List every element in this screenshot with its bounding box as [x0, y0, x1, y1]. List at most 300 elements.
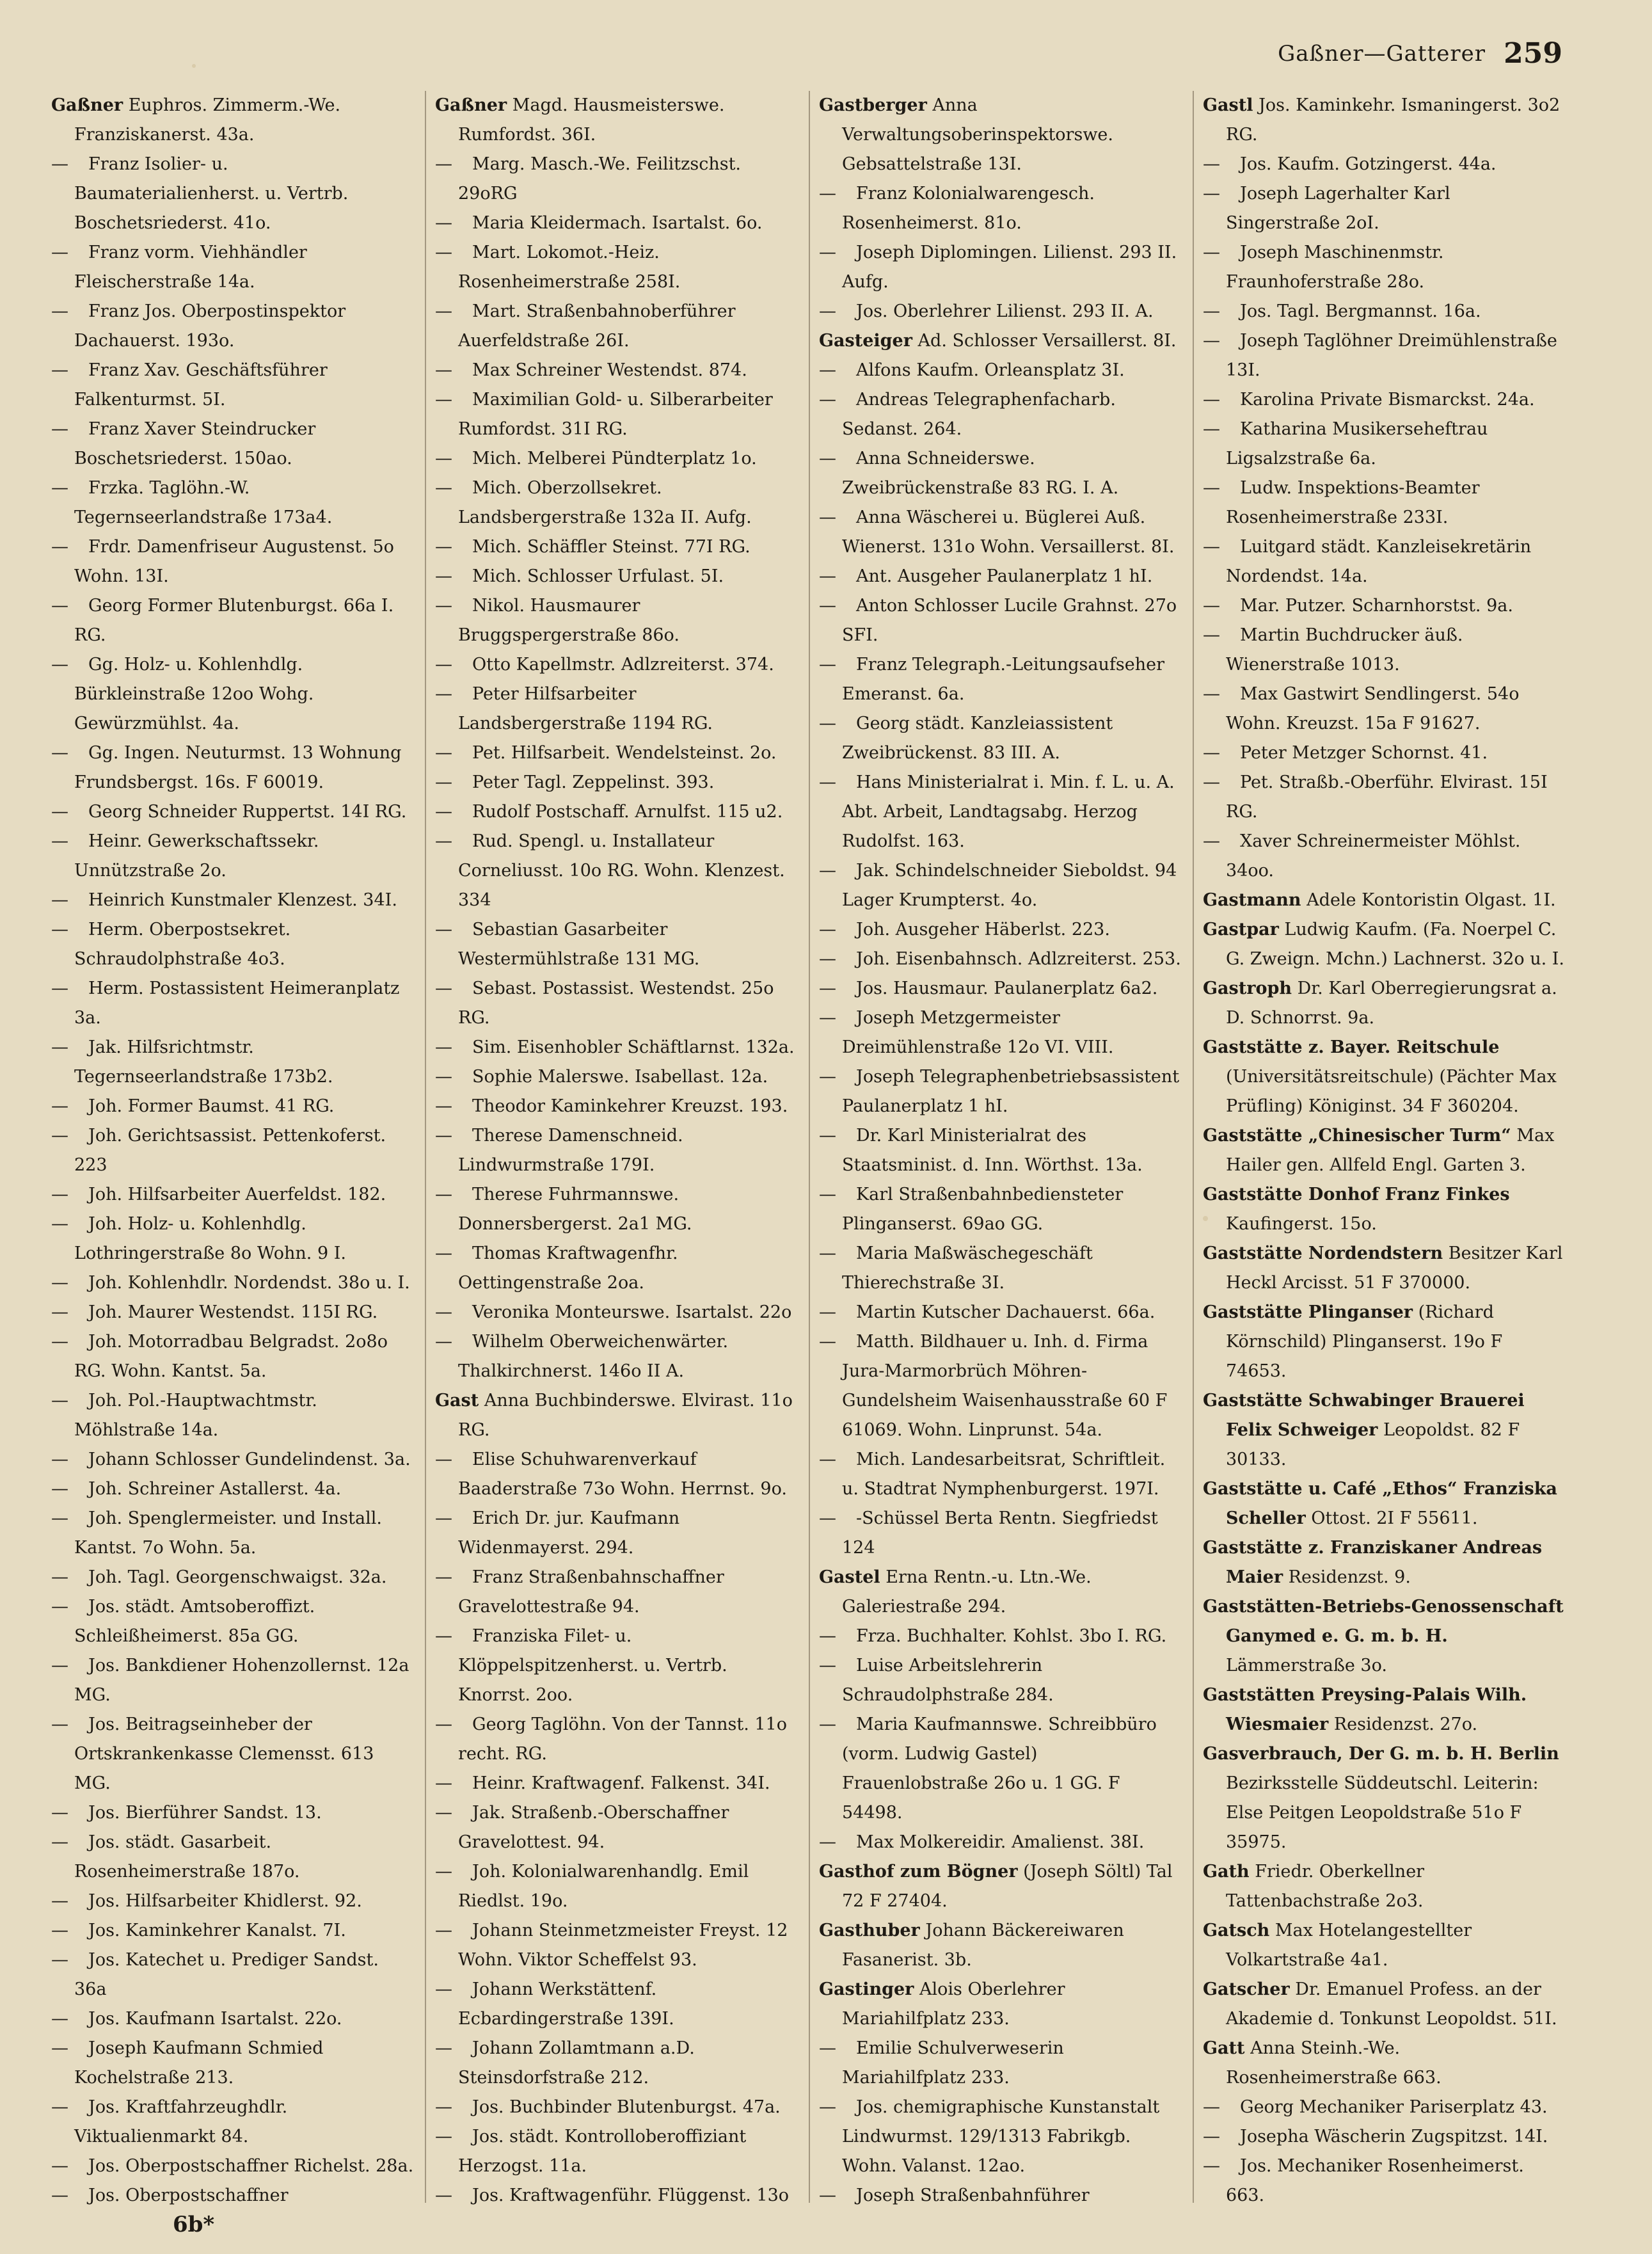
entry-surname: Gaststätte „Chinesischer Turm“: [1203, 1126, 1511, 1146]
directory-entry: [1203, 532, 1566, 591]
entry-text: Johann Bäckereiwaren Fasanerist. 3b.: [842, 1921, 1124, 1970]
ditto-dash: —: [819, 390, 836, 410]
directory-entry: [435, 915, 798, 974]
entry-text: Sim. Eisenhobler Schäftlarnst. 132a.: [472, 1037, 795, 1057]
entry-surname: Gastmann: [1203, 890, 1301, 910]
directory-entry: [51, 974, 415, 1033]
printer-signature: 6b*: [173, 2212, 215, 2237]
ditto-dash: —: [1203, 419, 1220, 439]
entry-surname: Gaßner: [435, 95, 507, 115]
ditto-dash: —: [51, 1214, 68, 1234]
directory-entry: [51, 1946, 415, 2004]
entry-text: Max Hotelangestellter Volkartstraße 4a1.: [1226, 1921, 1472, 1970]
ditto-dash: —: [819, 596, 836, 616]
directory-entry: [435, 650, 798, 680]
ditto-dash: —: [51, 2186, 68, 2205]
ditto-dash: —: [1203, 478, 1220, 498]
entry-text: Jak. Straßenb.-Oberschaffner Gravelottest. 94.: [458, 1803, 729, 1852]
ditto-dash: —: [819, 184, 836, 204]
entry-text: Joseph Taglöhner Dreimühlenstraße 13I.: [1226, 331, 1557, 380]
directory-entry: [51, 91, 415, 150]
directory-entry: [819, 385, 1182, 444]
entry-text: Magd. Hausmeisterswe. Rumfordst. 36I.: [458, 95, 725, 145]
ditto-dash: —: [819, 772, 836, 792]
entry-text: (Joseph Söltl) Tal 72 F 27404.: [842, 1862, 1173, 1911]
ditto-dash: —: [819, 1243, 836, 1263]
entry-text: Jos. Hilfsarbeiter Khidlerst. 92.: [88, 1891, 362, 1911]
entry-text: Friedr. Oberkellner Tattenbachstraße 2o3.: [1226, 1862, 1425, 1911]
entry-text: Karolina Private Bismarckst. 24a.: [1240, 390, 1535, 410]
directory-entry: [51, 1798, 415, 1828]
ditto-dash: —: [435, 979, 452, 998]
entry-text: Ant. Ausgeher Paulanerplatz 1 hI.: [856, 566, 1153, 586]
directory-entry: [51, 1268, 415, 1298]
entry-text: Anna Buchbinderswe. Elvirast. 11o RG.: [458, 1391, 793, 1440]
entry-text: Maria Kleidermach. Isartalst. 6o.: [472, 213, 763, 233]
directory-entry: [51, 297, 415, 356]
ditto-dash: —: [435, 1921, 452, 1940]
entry-text: Heinr. Gewerkschaftssekr. Unnützstraße 2o.: [74, 831, 319, 881]
directory-entry: [51, 532, 415, 591]
ditto-dash: —: [819, 655, 836, 675]
directory-entry: [435, 532, 798, 562]
entry-text: Heinr. Kraftwagenf. Falkenst. 34I.: [472, 1773, 770, 1793]
ditto-dash: —: [819, 1450, 836, 1469]
directory-entry: [819, 91, 1182, 179]
ditto-dash: —: [819, 301, 836, 321]
entry-text: Franziska Filet- u. Klöppelspitzenherst. u. Vertrb. Knorrst. 2oo.: [458, 1626, 727, 1705]
directory-entry: [435, 1857, 798, 1916]
entry-text: Jos. Katechet u. Prediger Sandst. 36a: [74, 1950, 379, 1999]
directory-entry: [1203, 1475, 1566, 1533]
entry-text: Jos. Kaminkehrer Kanalst. 7I.: [88, 1921, 346, 1940]
ditto-dash: —: [51, 1185, 68, 1204]
directory-entry: [435, 1239, 798, 1298]
entry-text: Ottost. 2I F 55611.: [1311, 1508, 1478, 1528]
ditto-dash: —: [435, 243, 452, 262]
directory-entry: [819, 1003, 1182, 1062]
ditto-dash: —: [819, 1126, 836, 1146]
entry-text: Maria Kaufmannswe. Schreibbüro (vorm. Ludwig Gastel) Frauenlobstraße 26o u. 1 GG. F 54498.: [842, 1714, 1157, 1823]
directory-entry: [435, 1386, 798, 1445]
ditto-dash: —: [435, 1773, 452, 1793]
directory-columns: [51, 91, 1580, 2209]
directory-entry: [1203, 385, 1566, 415]
directory-entry: [51, 1386, 415, 1445]
ditto-dash: —: [819, 1656, 836, 1675]
entry-text: Euphros. Zimmerm.-We. Franziskanerst. 43a.: [74, 95, 341, 145]
entry-text: Mich. Landesarbeitsrat, Schriftleit. u. Stadtrat Nymphenburgerst. 197I.: [842, 1450, 1166, 1499]
entry-surname: Gastberger: [819, 95, 927, 115]
directory-entry: [435, 797, 798, 827]
directory-entry: [435, 1710, 798, 1769]
directory-entry: [435, 768, 798, 797]
entry-surname: Gastpar: [1203, 920, 1279, 939]
entry-text: Mich. Schäffler Steinst. 77I RG.: [472, 537, 751, 557]
entry-text: Joh. Spenglermeister. und Install. Kantst. 7o Wohn. 5a.: [74, 1508, 382, 1558]
entry-text: Sebastian Gasarbeiter Westermühlstraße 131 MG.: [458, 920, 700, 969]
directory-entry: [435, 1916, 798, 1975]
directory-entry: [51, 1504, 415, 1563]
directory-entry: [1203, 974, 1566, 1033]
entry-text: Josepha Wäscherin Zugspitzst. 14I.: [1240, 2127, 1548, 2146]
ditto-dash: —: [819, 1185, 836, 1204]
entry-text: Gg. Ingen. Neuturmst. 13 Wohnung Frundsbergst. 16s. F 60019.: [74, 743, 402, 792]
page-header: [0, 37, 1652, 76]
ditto-dash: —: [435, 566, 452, 586]
directory-entry: [819, 1327, 1182, 1445]
directory-entry: [819, 915, 1182, 945]
ditto-dash: —: [435, 802, 452, 822]
directory-entry: [819, 562, 1182, 591]
ditto-dash: —: [1203, 331, 1220, 351]
directory-entry: [1203, 768, 1566, 827]
entry-text: Residenzst. 9.: [1288, 1567, 1411, 1587]
ditto-dash: —: [435, 1450, 452, 1469]
ditto-dash: —: [51, 1332, 68, 1352]
ditto-dash: —: [51, 1391, 68, 1411]
ditto-dash: —: [51, 979, 68, 998]
directory-entry: [819, 444, 1182, 503]
ditto-dash: —: [51, 1803, 68, 1823]
directory-entry: [819, 1563, 1182, 1622]
directory-entry: [1203, 2152, 1566, 2209]
directory-entry: [435, 1062, 798, 1092]
entry-text: Anna Verwaltungsoberinspektorswe. Gebsattelstraße 13I.: [842, 95, 1113, 174]
entry-text: Joh. Pol.-Hauptwachtmstr. Möhlstraße 14a.: [74, 1391, 317, 1440]
directory-entry: [435, 356, 798, 385]
entry-text: Karl Straßenbahnbediensteter Plinganserst. 69ao GG.: [842, 1185, 1124, 1234]
directory-entry: [51, 1651, 415, 1710]
entry-text: Maximilian Gold- u. Silberarbeiter Rumfordst. 31I RG.: [458, 390, 773, 439]
entry-text: Max Schreiner Westendst. 874.: [472, 360, 747, 380]
directory-entry: [51, 1592, 415, 1651]
directory-entry: [435, 209, 798, 238]
column-3: [819, 91, 1182, 2209]
ditto-dash: —: [819, 2097, 836, 2117]
directory-entry: [1203, 886, 1566, 915]
ditto-dash: —: [819, 566, 836, 586]
directory-entry: [1203, 91, 1566, 150]
directory-entry: [1203, 621, 1566, 680]
entry-surname: Gaststätte Nordendstern: [1203, 1243, 1443, 1263]
ditto-dash: —: [819, 1067, 836, 1087]
entry-text: Johann Werkstättenf. Ecbardingerstraße 139I.: [458, 1979, 674, 2029]
entry-text: Pet. Straßb.-Oberführ. Elvirast. 15I RG.: [1226, 772, 1548, 822]
entry-surname: Gaststätte Schwabinger Brauerei Felix Schweiger: [1203, 1391, 1525, 1440]
directory-entry: [819, 1062, 1182, 1121]
directory-entry: [1203, 680, 1566, 739]
ditto-dash: —: [51, 1656, 68, 1675]
ditto-dash: —: [51, 1714, 68, 1734]
ditto-dash: —: [819, 2186, 836, 2205]
entry-text: Georg Schneider Ruppertst. 14I RG.: [88, 802, 407, 822]
directory-entry: [1203, 2093, 1566, 2122]
ditto-dash: —: [1203, 301, 1220, 321]
directory-entry: [51, 886, 415, 915]
entry-text: Therese Damenschneid. Lindwurmstraße 179I.: [458, 1126, 683, 1175]
ditto-dash: —: [819, 861, 836, 881]
directory-entry: [819, 1239, 1182, 1298]
ditto-dash: —: [819, 949, 836, 969]
ditto-dash: —: [1203, 537, 1220, 557]
ditto-dash: —: [51, 831, 68, 851]
entry-surname: Gasthof zum Bögner: [819, 1862, 1018, 1882]
directory-entry: [1203, 1180, 1566, 1239]
entry-text: Therese Fuhrmannswe. Donnersbergerst. 2a1 MG.: [458, 1185, 692, 1234]
ditto-dash: —: [51, 154, 68, 174]
ditto-dash: —: [435, 1508, 452, 1528]
entry-text: Joh. Kohlenhdlr. Nordendst. 38o u. I.: [88, 1273, 410, 1293]
entry-text: Jos. Oberpostschaffner Richelst. 28a.: [88, 2156, 414, 2176]
entry-text: Matth. Bildhauer u. Inh. d. Firma Jura-Marmorbrüch Möhren-Gundelsheim Waisenhausstraße 60 F 61069. Wohn. Linprunst. 54a.: [842, 1332, 1168, 1440]
ditto-dash: —: [819, 1332, 836, 1352]
directory-entry: [819, 503, 1182, 562]
directory-entry: [51, 1092, 415, 1121]
directory-entry: [819, 1828, 1182, 1857]
entry-text: Jos. Bankdiener Hohenzollernst. 12a MG.: [74, 1656, 409, 1705]
directory-entry: [819, 1622, 1182, 1651]
directory-entry: [435, 1180, 798, 1239]
directory-entry: [51, 915, 415, 974]
entry-text: Joseph Maschinenmstr. Fraunhoferstraße 28o.: [1226, 243, 1444, 292]
directory-entry: [435, 474, 798, 532]
ditto-dash: —: [435, 1714, 452, 1734]
ditto-dash: —: [435, 2097, 452, 2117]
entry-surname: Gath: [1203, 1862, 1250, 1882]
directory-entry: [819, 1298, 1182, 1327]
ditto-dash: —: [435, 537, 452, 557]
directory-entry: [435, 739, 798, 768]
directory-entry: [1203, 1857, 1566, 1916]
ditto-dash: —: [819, 1008, 836, 1028]
entry-text: Jak. Hilfsrichtmstr. Tegernseerlandstraße 173b2.: [74, 1037, 333, 1087]
directory-entry: [51, 1210, 415, 1268]
entry-text: Max Molkereidir. Amalienst. 38I.: [856, 1832, 1145, 1852]
directory-entry: [1203, 2034, 1566, 2093]
directory-entry: [1203, 415, 1566, 474]
entry-text: Mar. Putzer. Scharnhorstst. 9a.: [1240, 596, 1513, 616]
entry-text: Joseph Telegraphenbetriebsassistent Paulanerplatz 1 hI.: [842, 1067, 1180, 1116]
ditto-dash: —: [51, 1126, 68, 1146]
directory-entry: [1203, 827, 1566, 886]
directory-entry: [819, 356, 1182, 385]
entry-text: Georg Former Blutenburgst. 66a I. RG.: [74, 596, 394, 645]
entry-surname: Gastroph: [1203, 979, 1292, 998]
entry-text: Katharina Musikerseheftrau Ligsalzstraße 6a.: [1226, 419, 1488, 468]
ditto-dash: —: [435, 1037, 452, 1057]
entry-surname: Gast: [435, 1391, 479, 1411]
directory-entry: [51, 150, 415, 238]
directory-entry: [435, 1975, 798, 2034]
ditto-dash: —: [51, 2156, 68, 2176]
entry-text: Ludwig Kaufm. (Fa. Noerpel C. G. Zweign. Mchn.) Lachnerst. 32o u. I.: [1226, 920, 1565, 969]
entry-text: Martin Buchdrucker äuß. Wienerstraße 1013.: [1226, 625, 1463, 675]
entry-text: Mart. Straßenbahnoberführer Auerfeldstraße 26I.: [458, 301, 736, 351]
entry-text: Elise Schuhwarenverkauf Baaderstraße 73o Wohn. Herrnst. 9o.: [458, 1450, 787, 1499]
directory-entry: [1203, 179, 1566, 238]
ditto-dash: —: [819, 1714, 836, 1734]
entry-text: Jos. städt. Gasarbeit. Rosenheimerstraße 187o.: [74, 1832, 300, 1882]
directory-entry: [1203, 1916, 1566, 1975]
ditto-dash: —: [1203, 154, 1220, 174]
ditto-dash: —: [51, 1302, 68, 1322]
directory-entry: [819, 1857, 1182, 1916]
directory-entry: [1203, 1386, 1566, 1475]
entry-text: Joseph Lagerhalter Karl Singerstraße 2oI.: [1226, 184, 1450, 233]
directory-entry: [435, 2034, 798, 2093]
column-2: [435, 91, 798, 2209]
ditto-dash: —: [51, 478, 68, 498]
directory-entry: [1203, 1239, 1566, 1298]
ditto-dash: —: [1203, 684, 1220, 704]
directory-entry: [51, 797, 415, 827]
entry-text: Jos. Kaufm. Gotzingerst. 44a.: [1240, 154, 1497, 174]
entry-text: Mart. Lokomot.-Heiz. Rosenheimerstraße 258I.: [458, 243, 681, 292]
directory-entry: [1203, 1739, 1566, 1857]
entry-text: Joh. Maurer Westendst. 115I RG.: [88, 1302, 378, 1322]
ditto-dash: —: [51, 1096, 68, 1116]
directory-entry: [51, 2093, 415, 2152]
entry-text: Martin Kutscher Dachauerst. 66a.: [856, 1302, 1156, 1322]
directory-entry: [1203, 326, 1566, 385]
ditto-dash: —: [435, 1185, 452, 1204]
entry-text: (Universitätsreitschule) (Pächter Max Prüfling) Königinst. 34 F 360204.: [1226, 1067, 1557, 1116]
entry-surname: Gasverbrauch, Der G. m. b. H. Berlin: [1203, 1744, 1559, 1764]
entry-text: Herm. Oberpostsekret. Schraudolphstraße 4o3.: [74, 920, 291, 969]
directory-entry: [51, 356, 415, 415]
ditto-dash: —: [435, 360, 452, 380]
entry-text: Rudolf Postschaff. Arnulfst. 115 u2.: [472, 802, 783, 822]
directory-entry: [1203, 297, 1566, 326]
directory-entry: [51, 2004, 415, 2034]
ditto-dash: —: [1203, 743, 1220, 763]
directory-entry: [51, 474, 415, 532]
ditto-dash: —: [435, 1067, 452, 1087]
entry-text: Rud. Spengl. u. Installateur Corneliusst. 10o RG. Wohn. Klenzest. 334: [458, 831, 785, 910]
ditto-dash: —: [435, 1243, 452, 1263]
directory-entry: [819, 1504, 1182, 1563]
directory-entry: [1203, 474, 1566, 532]
directory-entry: [435, 680, 798, 739]
entry-text: Herm. Postassistent Heimeranplatz 3a.: [74, 979, 400, 1028]
entry-surname: Gatscher: [1203, 1979, 1290, 1999]
directory-entry: [51, 1121, 415, 1180]
ditto-dash: —: [51, 890, 68, 910]
ditto-dash: —: [819, 714, 836, 733]
entry-surname: Gaßner: [51, 95, 123, 115]
directory-entry: [819, 1975, 1182, 2034]
directory-entry: [435, 1798, 798, 1857]
entry-text: Franz Kolonialwarengesch. Rosenheimerst. 81o.: [842, 184, 1095, 233]
ditto-dash: —: [51, 1597, 68, 1617]
entry-text: Alois Oberlehrer Mariahilfplatz 233.: [842, 1979, 1065, 2029]
ditto-dash: —: [51, 1567, 68, 1587]
entry-text: Theodor Kaminkehrer Kreuzst. 193.: [472, 1096, 788, 1116]
entry-text: Marg. Masch.-We. Feilitzschst. 29oRG: [458, 154, 742, 204]
directory-entry: [1203, 1121, 1566, 1180]
entry-text: Jos. Kraftwagenführ. Flüggenst. 13o: [472, 2186, 790, 2205]
entry-text: (Richard Körnschild) Plinganserst. 19o F 74653.: [1226, 1302, 1503, 1381]
ditto-dash: —: [819, 920, 836, 939]
directory-entry: [819, 179, 1182, 238]
entry-surname: Gaststätte u. Café „Ethos“ Franziska Scheller: [1203, 1479, 1557, 1528]
directory-entry: [435, 974, 798, 1033]
ditto-dash: —: [51, 1891, 68, 1911]
directory-entry: [435, 827, 798, 915]
entry-surname: Gastinger: [819, 1979, 914, 1999]
directory-entry: [1203, 1975, 1566, 2034]
running-head: Gaßner—Gatterer: [1278, 41, 1486, 67]
directory-entry: [819, 2034, 1182, 2093]
directory-entry: [51, 1327, 415, 1386]
entry-text: Emilie Schulverweserin Mariahilfplatz 233.: [842, 2038, 1064, 2088]
entry-text: Jos. Oberpostschaffner: [88, 2186, 289, 2205]
directory-entry: [51, 415, 415, 474]
ditto-dash: —: [51, 596, 68, 616]
directory-entry: [819, 1710, 1182, 1828]
entry-text: Joh. Kolonialwarenhandlg. Emil Riedlst. 19o.: [458, 1862, 749, 1911]
entry-text: Georg städt. Kanzleiassistent Zweibrückenst. 83 III. A.: [842, 714, 1113, 763]
entry-text: Jos. Oberlehrer Lilienst. 293 II. A.: [856, 301, 1154, 321]
ditto-dash: —: [51, 2097, 68, 2117]
ditto-dash: —: [51, 419, 68, 439]
entry-text: Joh. Hilfsarbeiter Auerfeldst. 182.: [88, 1185, 386, 1204]
directory-entry: [435, 2181, 798, 2209]
directory-entry: [1203, 591, 1566, 621]
directory-entry: [819, 2093, 1182, 2181]
ditto-dash: —: [51, 1921, 68, 1940]
entry-surname: Gaststätten-Betriebs-Genossenschaft Ganymed e. G. m. b. H.: [1203, 1597, 1564, 1646]
entry-text: Georg Mechaniker Pariserplatz 43.: [1240, 2097, 1548, 2117]
ditto-dash: —: [51, 2038, 68, 2058]
entry-text: Peter Metzger Schornst. 41.: [1240, 743, 1488, 763]
ditto-dash: —: [435, 390, 452, 410]
entry-text: Residenzst. 27o.: [1333, 1714, 1478, 1734]
ditto-dash: —: [435, 154, 452, 174]
entry-text: Alfons Kaufm. Orleansplatz 3I.: [856, 360, 1125, 380]
directory-entry: [435, 1121, 798, 1180]
directory-entry: [51, 650, 415, 739]
directory-entry: [435, 1327, 798, 1386]
ditto-dash: —: [435, 478, 452, 498]
ditto-dash: —: [51, 2009, 68, 2029]
ditto-dash: —: [1203, 831, 1220, 851]
ditto-dash: —: [51, 655, 68, 675]
ditto-dash: —: [435, 1626, 452, 1646]
entry-surname: Gaststätte z. Franziskaner Andreas Maier: [1203, 1538, 1543, 1587]
directory-entry: [435, 1769, 798, 1798]
entry-text: Ludw. Inspektions-Beamter Rosenheimerstraße 233I.: [1226, 478, 1480, 527]
directory-entry: [51, 2152, 415, 2181]
ditto-dash: —: [435, 301, 452, 321]
entry-text: Georg Taglöhn. Von der Tannst. 11o recht. RG.: [458, 1714, 787, 1764]
entry-surname: Gastel: [819, 1567, 880, 1587]
directory-entry: [435, 91, 798, 150]
directory-entry: [435, 385, 798, 444]
entry-text: Jos. Buchbinder Blutenburgst. 47a.: [472, 2097, 781, 2117]
entry-text: Franz Xaver Steindrucker Boschetsriederst. 150ao.: [74, 419, 316, 468]
entry-surname: Gasteiger: [819, 331, 912, 351]
entry-text: Joh. Former Baumst. 41 RG.: [88, 1096, 335, 1116]
ditto-dash: —: [1203, 184, 1220, 204]
entry-text: Jos. Kaufmann Isartalst. 22o.: [88, 2009, 342, 2029]
entry-text: Kaufingerst. 15o.: [1226, 1214, 1377, 1234]
ditto-dash: —: [1203, 2156, 1220, 2176]
ditto-dash: —: [1203, 625, 1220, 645]
directory-entry: [435, 297, 798, 356]
entry-text: Erna Rentn.-u. Ltn.-We. Galeriestraße 294.: [842, 1567, 1092, 1617]
